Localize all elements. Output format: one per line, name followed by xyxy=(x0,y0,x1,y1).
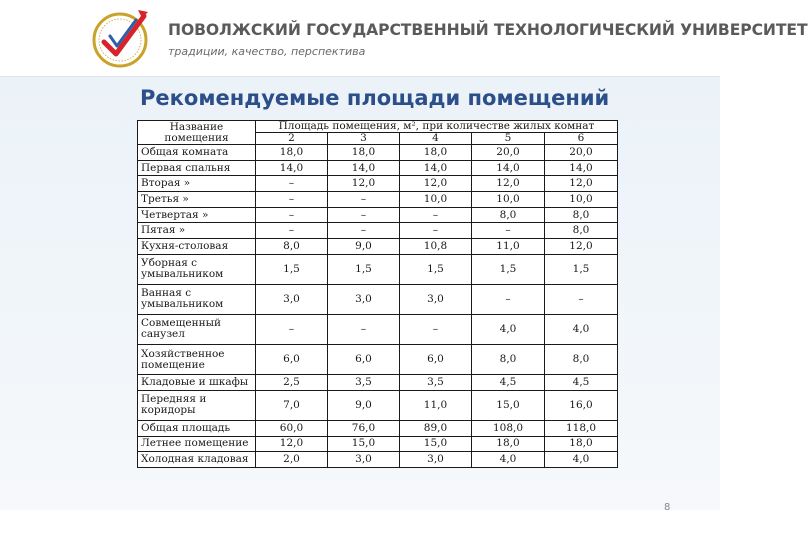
table-row xyxy=(138,314,618,344)
table-row xyxy=(138,452,618,468)
area-value-cell: 3,0 xyxy=(400,284,472,314)
area-value-cell: 12,0 xyxy=(545,239,618,255)
room-name-cell: Третья » xyxy=(138,192,256,208)
header-room-count: 5 xyxy=(472,133,545,145)
area-value-cell: 4,5 xyxy=(472,375,545,391)
area-value-cell: 12,0 xyxy=(328,176,400,192)
table-row xyxy=(138,284,618,314)
area-value-cell: – xyxy=(328,314,400,344)
table-row xyxy=(138,192,618,208)
area-value-cell: 1,5 xyxy=(256,254,328,284)
table-row xyxy=(138,239,618,255)
area-value-cell: 8,0 xyxy=(545,207,618,223)
area-value-cell: 12,0 xyxy=(545,176,618,192)
area-value-cell: 14,0 xyxy=(545,160,618,176)
area-value-cell: – xyxy=(256,314,328,344)
table-row xyxy=(138,207,618,223)
area-value-cell: 2,0 xyxy=(256,452,328,468)
footer-band xyxy=(0,510,720,540)
area-value-cell: 18,0 xyxy=(545,436,618,452)
area-value-cell: 8,0 xyxy=(472,207,545,223)
area-value-cell: 18,0 xyxy=(328,145,400,161)
area-value-cell: – xyxy=(328,207,400,223)
area-value-cell: – xyxy=(400,314,472,344)
room-name-cell: Вторая » xyxy=(138,176,256,192)
area-value-cell: 6,0 xyxy=(328,345,400,375)
table-row xyxy=(138,254,618,284)
area-value-cell: 6,0 xyxy=(256,345,328,375)
university-header xyxy=(0,0,808,77)
area-value-cell: 14,0 xyxy=(400,160,472,176)
area-value-cell: – xyxy=(545,284,618,314)
area-value-cell: – xyxy=(400,223,472,239)
area-value-cell: 18,0 xyxy=(256,145,328,161)
area-value-cell: 1,5 xyxy=(328,254,400,284)
page-number: 8 xyxy=(664,502,671,513)
area-value-cell: 16,0 xyxy=(545,390,618,420)
room-areas-table-container xyxy=(137,120,617,468)
university-name: ПОВОЛЖСКИЙ ГОСУДАРСТВЕННЫЙ ТЕХНОЛОГИЧЕСКИЙ УНИВЕРСИТЕТ xyxy=(168,21,808,39)
area-value-cell: – xyxy=(256,207,328,223)
area-value-cell: 4,0 xyxy=(545,452,618,468)
area-value-cell: 14,0 xyxy=(472,160,545,176)
area-value-cell: 1,5 xyxy=(472,254,545,284)
room-name-cell: Четвертая » xyxy=(138,207,256,223)
room-name-cell: Передняя и коридоры xyxy=(138,390,256,420)
university-emblem-icon xyxy=(84,2,164,74)
area-value-cell: 4,0 xyxy=(545,314,618,344)
area-value-cell: – xyxy=(400,207,472,223)
area-value-cell: 10,0 xyxy=(472,192,545,208)
area-value-cell: 12,0 xyxy=(400,176,472,192)
room-name-cell: Хозяйственное помещение xyxy=(138,345,256,375)
area-value-cell: 7,0 xyxy=(256,390,328,420)
area-value-cell: 9,0 xyxy=(328,390,400,420)
area-value-cell: 1,5 xyxy=(545,254,618,284)
header-room-count: 4 xyxy=(400,133,472,145)
area-value-cell: 6,0 xyxy=(400,345,472,375)
room-name-cell: Холодная кладовая xyxy=(138,452,256,468)
area-value-cell: – xyxy=(256,176,328,192)
header-room-name: Название помещения xyxy=(138,121,256,145)
room-name-cell: Общая комната xyxy=(138,145,256,161)
table-row xyxy=(138,176,618,192)
university-tagline: традиции, качество, перспектива xyxy=(168,45,366,58)
area-value-cell: 18,0 xyxy=(472,436,545,452)
area-value-cell: 10,0 xyxy=(400,192,472,208)
table-body xyxy=(138,145,618,468)
header-room-count: 6 xyxy=(545,133,618,145)
area-value-cell: 14,0 xyxy=(256,160,328,176)
area-value-cell: 8,0 xyxy=(545,223,618,239)
area-value-cell: 108,0 xyxy=(472,420,545,436)
area-value-cell: 3,0 xyxy=(328,452,400,468)
area-value-cell: 1,5 xyxy=(400,254,472,284)
area-value-cell: 14,0 xyxy=(328,160,400,176)
area-value-cell: 8,0 xyxy=(472,345,545,375)
area-value-cell: 18,0 xyxy=(400,145,472,161)
room-name-cell: Кладовые и шкафы xyxy=(138,375,256,391)
area-value-cell: – xyxy=(256,192,328,208)
area-value-cell: 3,0 xyxy=(256,284,328,314)
area-value-cell: 118,0 xyxy=(545,420,618,436)
room-name-cell: Пятая » xyxy=(138,223,256,239)
area-value-cell: 15,0 xyxy=(328,436,400,452)
area-value-cell: 8,0 xyxy=(256,239,328,255)
room-name-cell: Общая площадь xyxy=(138,420,256,436)
room-name-cell: Летнее помещение xyxy=(138,436,256,452)
table-row xyxy=(138,420,618,436)
room-name-cell: Ванная с умывальником xyxy=(138,284,256,314)
table-header-row xyxy=(138,121,618,133)
area-value-cell: 89,0 xyxy=(400,420,472,436)
area-value-cell: 76,0 xyxy=(328,420,400,436)
room-name-cell: Кухня-столовая xyxy=(138,239,256,255)
area-value-cell: 12,0 xyxy=(256,436,328,452)
area-value-cell: 8,0 xyxy=(545,345,618,375)
area-value-cell: – xyxy=(472,223,545,239)
table-row xyxy=(138,390,618,420)
area-value-cell: 15,0 xyxy=(400,436,472,452)
area-value-cell: 9,0 xyxy=(328,239,400,255)
area-value-cell: 4,5 xyxy=(545,375,618,391)
table-row xyxy=(138,436,618,452)
area-value-cell: – xyxy=(328,192,400,208)
area-value-cell: 20,0 xyxy=(545,145,618,161)
area-value-cell: 11,0 xyxy=(400,390,472,420)
table-row xyxy=(138,375,618,391)
area-value-cell: 3,0 xyxy=(400,452,472,468)
table-row xyxy=(138,345,618,375)
slide-title: Рекомендуемые площади помещений xyxy=(140,86,610,110)
table-row xyxy=(138,145,618,161)
area-value-cell: – xyxy=(256,223,328,239)
area-value-cell: 3,5 xyxy=(400,375,472,391)
header-room-count: 2 xyxy=(256,133,328,145)
area-value-cell: – xyxy=(328,223,400,239)
room-areas-table xyxy=(137,120,618,468)
area-value-cell: 11,0 xyxy=(472,239,545,255)
area-value-cell: 20,0 xyxy=(472,145,545,161)
area-value-cell: 12,0 xyxy=(472,176,545,192)
room-name-cell: Первая спальня xyxy=(138,160,256,176)
area-value-cell: – xyxy=(472,284,545,314)
room-name-cell: Уборная с умывальником xyxy=(138,254,256,284)
area-value-cell: 15,0 xyxy=(472,390,545,420)
table-row xyxy=(138,223,618,239)
header-area: Площадь помещения, м², при количестве жилых комнат xyxy=(256,121,618,133)
area-value-cell: 2,5 xyxy=(256,375,328,391)
area-value-cell: 3,5 xyxy=(328,375,400,391)
header-room-count: 3 xyxy=(328,133,400,145)
area-value-cell: 4,0 xyxy=(472,452,545,468)
area-value-cell: 4,0 xyxy=(472,314,545,344)
area-value-cell: 10,0 xyxy=(545,192,618,208)
area-value-cell: 10,8 xyxy=(400,239,472,255)
area-value-cell: 3,0 xyxy=(328,284,400,314)
area-value-cell: 60,0 xyxy=(256,420,328,436)
room-name-cell: Совмещенный санузел xyxy=(138,314,256,344)
table-row xyxy=(138,160,618,176)
